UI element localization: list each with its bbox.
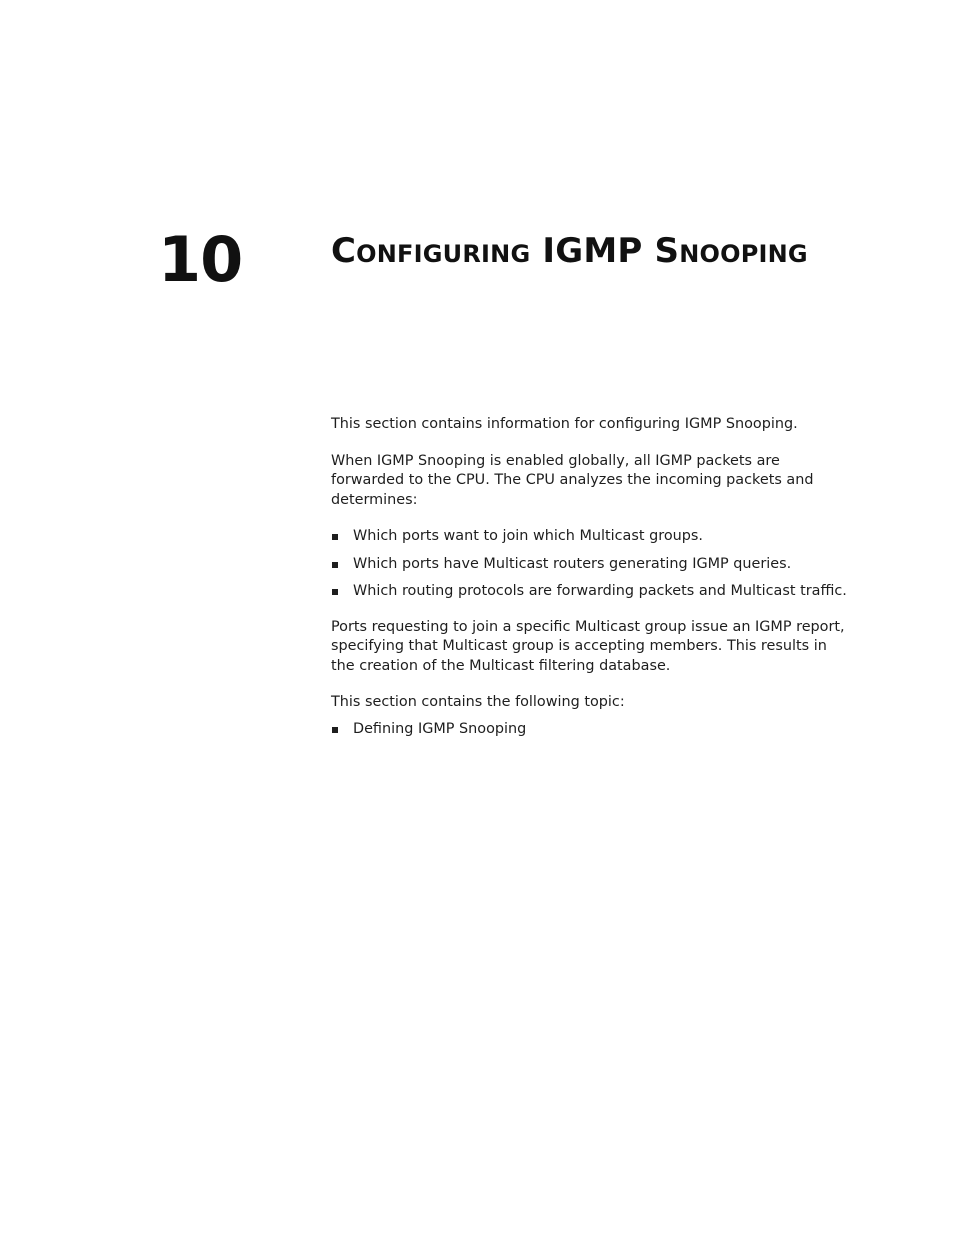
topic-link-defining-igmp-snooping[interactable]: Defining IGMP Snooping: [353, 720, 527, 737]
square-bullet-icon: [332, 534, 338, 540]
list-item: [331, 555, 851, 575]
igmp-snooping-description: When IGMP Snooping is enabled globally, all IGMP packets are forwarded to the CPU. The CPU analyzes the incoming packets and determines:: [331, 452, 814, 508]
chapter-title: Configuring IGMP Snooping: [331, 231, 808, 271]
topics-list: [331, 720, 851, 740]
chapter-number: 10: [158, 223, 243, 296]
square-bullet-icon: [332, 562, 338, 568]
intro-paragraph: This section contains information for configuring IGMP Snooping.: [331, 416, 798, 432]
topics-intro: This section contains the following topic:: [331, 694, 625, 710]
list-item-text: Which routing protocols are forwarding packets and Multicast traffic.: [353, 583, 847, 599]
square-bullet-icon: [332, 589, 338, 595]
list-item-text: Which ports want to join which Multicast groups.: [353, 528, 703, 544]
section-body: [331, 415, 851, 755]
igmp-report-paragraph: Ports requesting to join a specific Multicast group issue an IGMP report, specifying that Multicast group is accepting members. This results in the creation of the Multicast filtering database.: [331, 618, 845, 674]
square-bullet-icon: [332, 727, 338, 733]
determines-list: [331, 527, 851, 602]
list-item-text: Which ports have Multicast routers generating IGMP queries.: [353, 555, 792, 572]
list-item: [331, 527, 851, 547]
list-item: [331, 582, 851, 602]
topic-item[interactable]: [331, 720, 851, 740]
